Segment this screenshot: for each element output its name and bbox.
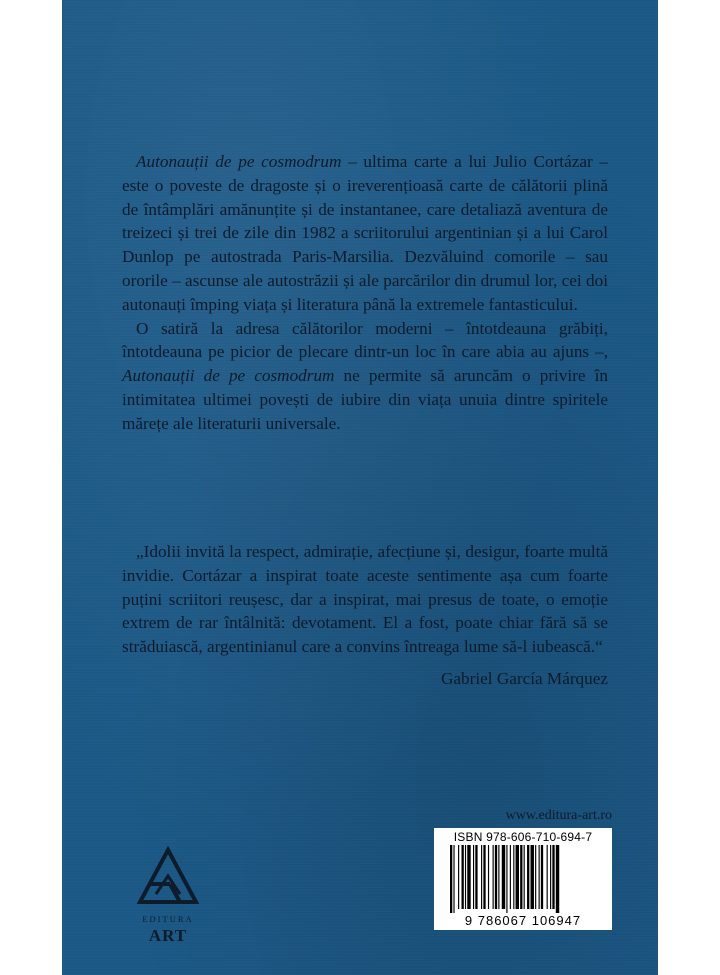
barcode-bar — [502, 845, 505, 909]
barcode-digits: 9 786067 106947 — [464, 913, 582, 928]
publisher-logo — [122, 846, 242, 966]
barcode-bar — [539, 845, 540, 909]
barcode-bar — [531, 845, 534, 909]
art-triangle-logo-icon — [136, 846, 200, 910]
barcode-bar — [516, 845, 519, 909]
barcode-bar — [475, 845, 477, 909]
barcode-bar — [527, 845, 529, 909]
barcode-bar — [465, 845, 466, 909]
barcode-bar — [467, 845, 470, 909]
barcode-bar — [453, 845, 454, 913]
barcode-bar — [483, 845, 485, 909]
barcode-bar — [547, 845, 548, 909]
book-title-italic: Autonauții de pe cosmodrum — [136, 152, 342, 171]
barcode-bar — [541, 845, 543, 909]
barcode-bar — [550, 845, 551, 909]
barcode-bar — [481, 845, 482, 909]
barcode-bar — [493, 845, 494, 909]
logo-name: ART — [148, 926, 188, 945]
description-paragraph-1: Autonauții de pe cosmodrum – ultima carte a lui Julio Cortázar – este o poveste de dragoste și o ireverențioasă carte de călătorii plină de întâmplări amănunțite și de instantanee, care detaliază aventura de treizeci și trei de zile din 1982 a scriitorului argentinian și a lui Carol Dunlop pe autostrada Paris-Marsilia. Dezvăluind comorile – sau ororile – ascunse ale autostrăzii și ale parcărilor din drumul lor, cei doi autonauți împing viața și literatura până la extremele fantasticului. — [122, 152, 608, 314]
barcode-bar — [513, 845, 514, 909]
barcode-bar — [495, 845, 497, 909]
isbn-label: ISBN 978-606-710-694-7 — [453, 830, 593, 844]
barcode-bar — [535, 845, 536, 909]
quote-text: „Idolii invită la respect, admirație, afecțiune și, desigur, foarte multă invidie. Cortázar a inspirat toate aceste sentimente așa cum foarte puțini scriitori reușesc, dar a inspirat, mai presus de toate, o emoție extrem de rar întâlnită: devotament. El a fost, poate chiar fără să se străduiască, argentinianul care a convins întreaga lume să-l iubească.“ — [122, 542, 608, 657]
barcode-bar — [506, 845, 507, 913]
barcode-bar — [473, 845, 474, 909]
description-paragraph-2: O satiră la adresa călătorilor moderni – întotdeauna grăbiți, întotdeauna pe picior de plecare dintr-un loc în care abia au ajuns –, Autonauții de pe cosmodrum ne permite să aruncăm o privire în intimitatea ultimei povești de iubire din viața unuia dintre spiritele mărețe ale literaturii universale. — [122, 318, 608, 433]
testimonial-quote — [122, 540, 608, 691]
barcode-bar — [488, 845, 489, 909]
book-description — [122, 150, 608, 436]
barcode-bar — [552, 845, 554, 909]
back-cover — [62, 0, 658, 975]
barcode-bar — [556, 845, 559, 913]
logo-label: EDITURA — [142, 914, 194, 924]
quote-author: Gabriel García Márquez — [440, 668, 608, 688]
barcode-bar — [458, 845, 459, 909]
barcode-bar — [524, 845, 525, 909]
barcode-icon — [448, 845, 598, 913]
publisher-website: www.editura-art.ro — [505, 808, 612, 823]
barcode-bar — [498, 845, 499, 909]
isbn-barcode — [434, 828, 612, 930]
barcode-bar — [520, 845, 522, 909]
book-title-italic: Autonauții de pe cosmodrum — [122, 366, 335, 386]
barcode-bar — [462, 845, 464, 909]
barcode-bar — [510, 845, 511, 909]
barcode-bar — [450, 845, 452, 913]
